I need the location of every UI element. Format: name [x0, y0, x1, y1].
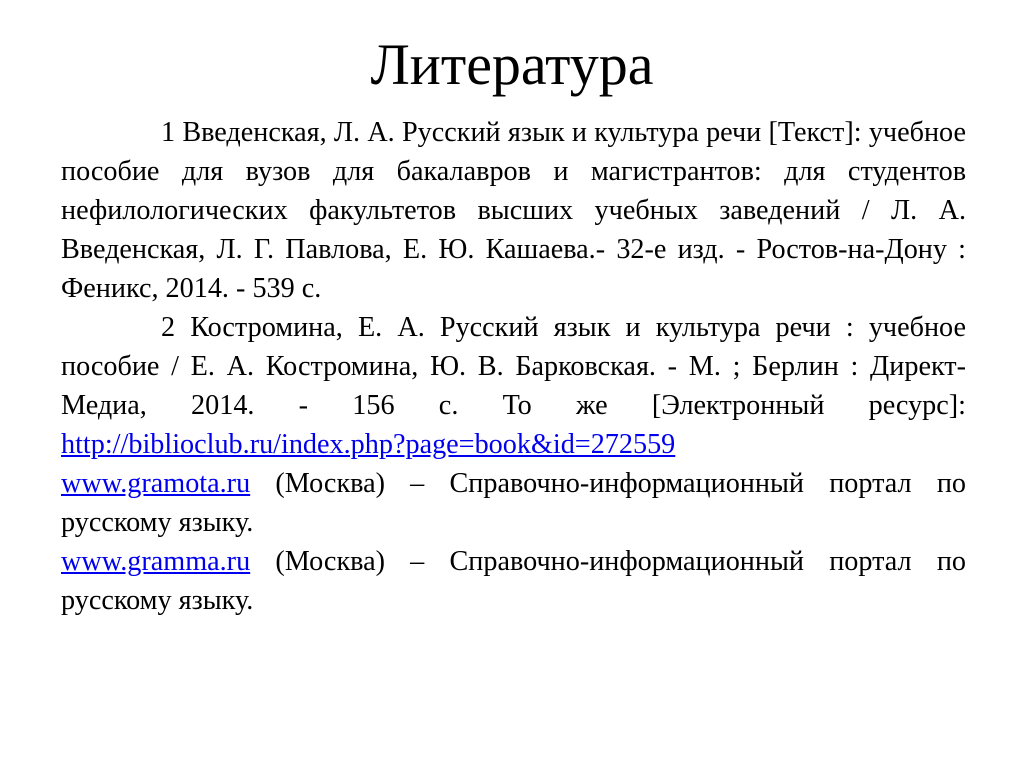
- gramma-link[interactable]: www.gramma.ru: [61, 546, 251, 577]
- portal-description-gramota: (Москва) – Справочно-информационный портал по русскому языку.: [61, 468, 966, 538]
- reference-item-2: [61, 308, 966, 464]
- portal-item-gramma: [61, 542, 966, 620]
- reference-text-2: 2 Костромина, Е. А. Русский язык и культура речи : учебное пособие / Е. А. Костромина, Ю. В. Барковская. - М. ; Берлин : Директ-Медиа, 2014. - 156 с. То же [Электронный ресурс]:: [61, 312, 966, 421]
- references-list: [61, 113, 966, 620]
- reference-item-1: [61, 113, 966, 308]
- reference-text-1: 1 Введенская, Л. А. Русский язык и культура речи [Текст]: учебное пособие для вузов для бакалавров и магистрантов: для студентов нефилологических факультетов высших учебных заведений / Л. А. Введенская, Л. Г. Павлова, Е. Ю. Кашаева.- 32-е изд. - Ростов-на-Дону : Феникс, 2014. - 539 с.: [61, 117, 966, 304]
- gramota-link[interactable]: www.gramota.ru: [61, 468, 251, 499]
- portal-description-gramma: (Москва) – Справочно-информационный портал по русскому языку.: [61, 546, 966, 616]
- biblioclub-link[interactable]: http://biblioclub.ru/index.php?page=book&id=272559: [61, 429, 676, 460]
- page-title: Литература: [370, 32, 654, 97]
- portal-item-gramota: [61, 464, 966, 542]
